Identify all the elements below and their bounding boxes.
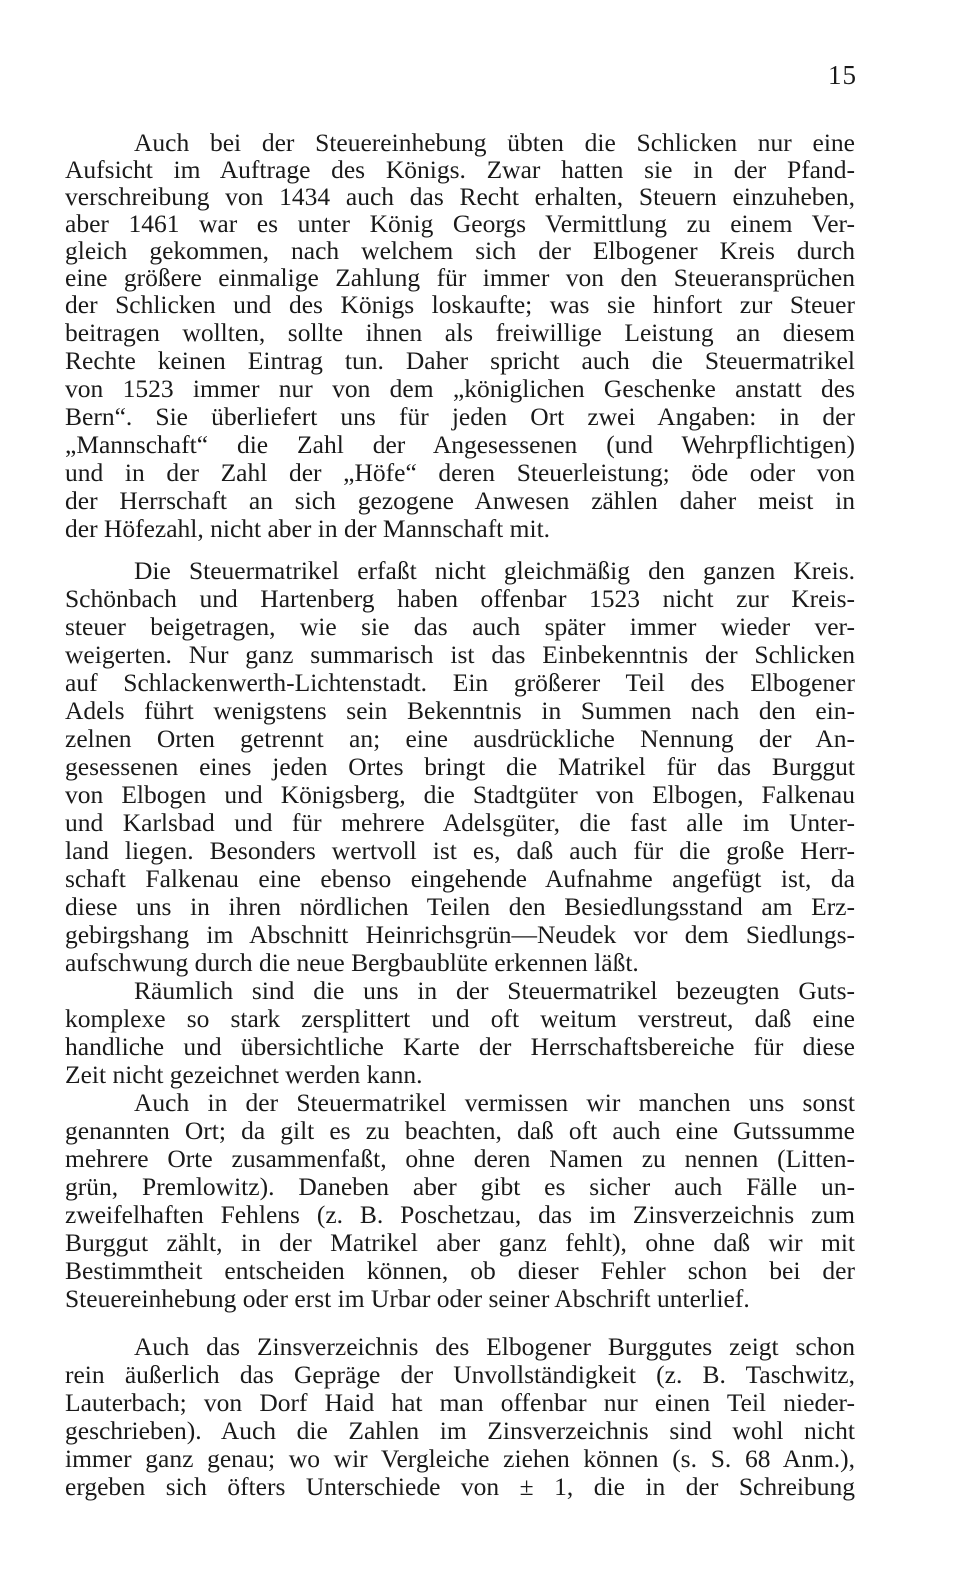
text-line: eine größere einmalige Zahlung für immer von den Steueransprüchen: [65, 263, 855, 292]
text-line: aber 1461 war es unter König Georgs Vermittlung zu einem Ver-: [65, 209, 855, 238]
text-line: steuer beigetragen, wie sie das auch später immer wieder ver-: [65, 612, 855, 641]
text-line: Burggut zählt, in der Matrikel aber ganz fehlt), ohne daß wir mit: [65, 1228, 855, 1257]
text-line: Steuereinhebung oder erst im Urbar oder seiner Abschrift unterlief.: [65, 1284, 750, 1313]
text-line: der Schlicken und des Königs loskaufte; was sie hinfort zur Steuer: [65, 290, 855, 319]
text-line: und Karlsbad und für mehrere Adelsgüter, die fast alle im Unter-: [65, 808, 855, 837]
text-line: land liegen. Besonders wertvoll ist es, daß auch für die große Herr-: [65, 836, 855, 865]
text-line: zweifelhaften Fehlens (z. B. Poschetzau, das im Zinsverzeichnis zum: [65, 1200, 855, 1229]
text-line: aufschwung durch die neue Bergbaublüte erkennen läßt.: [65, 948, 639, 977]
text-line: der Herrschaft an sich gezogene Anwesen zählen daher meist in: [65, 486, 855, 515]
text-line: ergeben sich öfters Unterschiede von ± 1, die in der Schreibung: [65, 1472, 855, 1501]
text-line: Schönbach und Hartenberg haben offenbar 1523 nicht zur Kreis-: [65, 584, 855, 613]
text-line: beitragen wollten, sollte ihnen als freiwillige Leistung an diesem: [65, 318, 855, 347]
text-line: gleich gekommen, nach welchem sich der Elbogener Kreis durch: [65, 236, 855, 265]
text-line: von 1523 immer nur von dem „königlichen Geschenke anstatt des: [65, 374, 855, 403]
text-line: Bern“. Sie überliefert uns für jeden Ort zwei Angaben: in der: [65, 402, 855, 431]
text-line: gebirgshang im Abschnitt Heinrichsgrün—Neudek vor dem Siedlungs-: [65, 920, 855, 949]
text-line: Auch bei der Steuereinhebung übten die Schlicken nur eine: [134, 128, 855, 157]
text-line: Die Steuermatrikel erfaßt nicht gleichmäßig den ganzen Kreis.: [134, 556, 855, 585]
text-line: Auch in der Steuermatrikel vermissen wir manchen uns sonst: [134, 1088, 855, 1117]
text-line: zelnen Orten getrennt an; eine ausdrückliche Nennung der An-: [65, 724, 855, 753]
text-line: handliche und übersichtliche Karte der Herrschaftsbereiche für diese: [65, 1032, 855, 1061]
text-line: komplexe so stark zersplittert und oft weitum verstreut, daß eine: [65, 1004, 855, 1033]
text-line: immer ganz genau; wo wir Vergleiche ziehen können (s. S. 68 Anm.),: [65, 1444, 855, 1473]
text-line: Aufsicht im Auftrage des Königs. Zwar hatten sie in der Pfand-: [65, 155, 855, 184]
text-line: genannten Ort; da gilt es zu beachten, daß oft auch eine Gutssumme: [65, 1116, 855, 1145]
text-line: diese uns in ihren nördlichen Teilen den Besiedlungsstand am Erz-: [65, 892, 855, 921]
text-line: Lauterbach; von Dorf Haid hat man offenbar nur einen Teil nieder-: [65, 1388, 855, 1417]
text-line: rein äußerlich das Gepräge der Unvollständigkeit (z. B. Taschwitz,: [65, 1360, 855, 1389]
text-line: auf Schlackenwerth-Lichtenstadt. Ein größerer Teil des Elbogener: [65, 668, 855, 697]
text-line: Räumlich sind die uns in der Steuermatrikel bezeugten Guts-: [134, 976, 855, 1005]
text-line: weigerten. Nur ganz summarisch ist das Einbekenntnis der Schlicken: [65, 640, 855, 669]
text-line: schaft Falkenau eine ebenso eingehende Aufnahme angefügt ist, da: [65, 864, 855, 893]
text-line: Auch das Zinsverzeichnis des Elbogener Burggutes zeigt schon: [134, 1332, 855, 1361]
text-line: der Höfezahl, nicht aber in der Mannschaft mit.: [65, 514, 551, 543]
text-line: verschreibung von 1434 auch das Recht erhalten, Steuern einzuheben,: [65, 182, 855, 211]
text-line: „Mannschaft“ die Zahl der Angesessenen (und Wehrpflichtigen): [65, 430, 855, 459]
text-line: von Elbogen und Königsberg, die Stadtgüter von Elbogen, Falkenau: [65, 780, 855, 809]
text-line: mehrere Orte zusammenfaßt, ohne deren Namen zu nennen (Litten-: [65, 1144, 855, 1173]
text-line: Rechte keinen Eintrag tun. Daher spricht auch die Steuermatrikel: [65, 346, 855, 375]
text-line: Adels führt wenigstens sein Bekenntnis in Summen nach den ein-: [65, 696, 855, 725]
text-line: Bestimmtheit entscheiden können, ob dieser Fehler schon bei der: [65, 1256, 855, 1285]
text-line: geschrieben). Auch die Zahlen im Zinsverzeichnis sind wohl nicht: [65, 1416, 855, 1445]
text-line: gesessenen eines jeden Ortes bringt die Matrikel für das Burggut: [65, 752, 855, 781]
text-line: grün, Premlowitz). Daneben aber gibt es sicher auch Fälle un-: [65, 1172, 855, 1201]
page-number: 15: [828, 60, 857, 90]
text-line: und in der Zahl der „Höfe“ deren Steuerleistung; öde oder von: [65, 458, 855, 487]
text-line: Zeit nicht gezeichnet werden kann.: [65, 1060, 423, 1089]
